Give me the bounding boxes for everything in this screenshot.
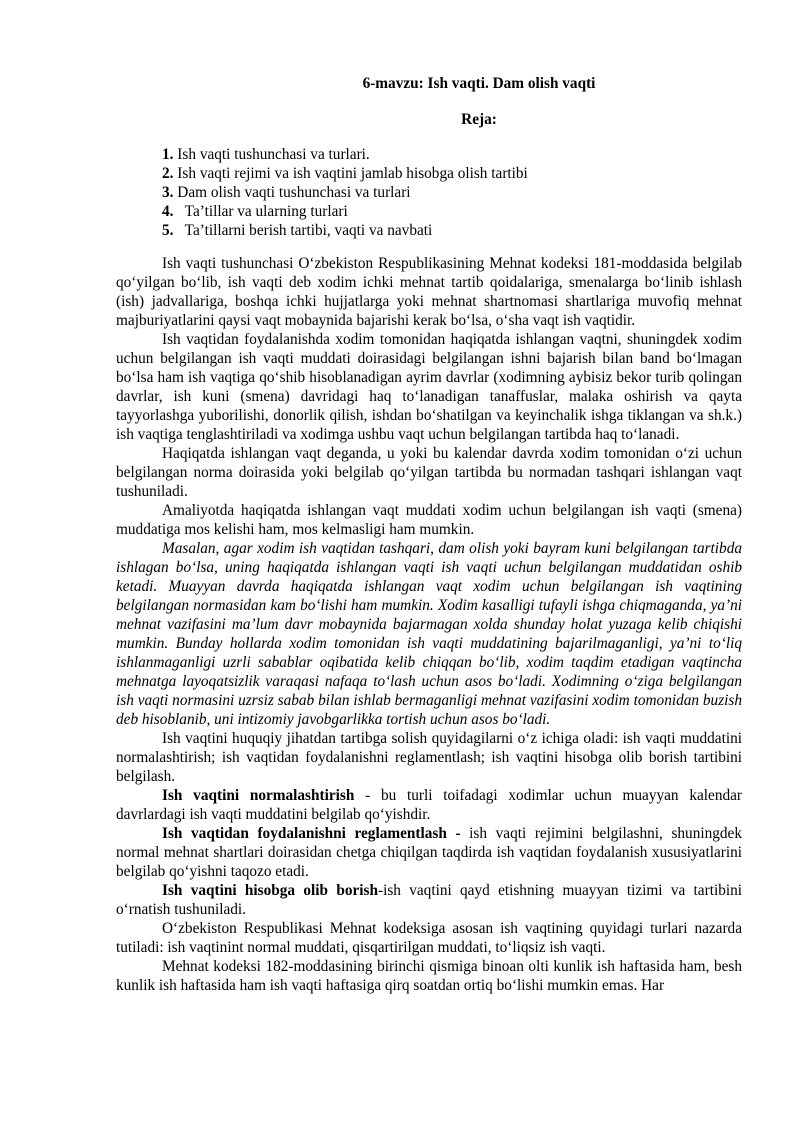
term: Ish vaqtini hisobga olib borish (162, 882, 378, 899)
paragraph: Amaliyotda haqiqatda ishlangan vaqt muddati xodim uchun belgilangan ish vaqti (smena) muddatiga mos kelishi ham, mos kelmasligi ham mumkin. (116, 502, 742, 538)
plan-heading: Reja: (461, 111, 497, 128)
paragraph: Haqiqatda ishlangan vaqt deganda, u yoki bu kalendar davrda xodim tomonidan o‘zi uchun belgilangan norma doirasida yoki belgilab qo‘yilgan tartibda bu normadan tashqari ishlangan vaqt tushuniladi. (116, 445, 742, 500)
definition-paragraph: Ish vaqtini hisobga olib borish-ish vaqtini qayd etishning muayyan tizimi va tartibini o‘rnatish tushuniladi. (116, 882, 742, 918)
definition-paragraph: Ish vaqtidan foydalanishni reglamentlash - ish vaqti rejimini belgilashni, shuningdek normal mehnat shartlari doirasidan chetga chiqilgan taqdirda ish vaqtidan foydalanish xususiyatlarini belgilab qo‘yishni taqozo etadi. (116, 825, 742, 880)
example-paragraph: Masalan, agar xodim ish vaqtidan tashqari, dam olish yoki bayram kuni belgilangan tartibda ishlagan bo‘lsa, uning haqiqatda ishlangan vaqti ish vaqti uchun belgilangan muddatidan oshib ketadi. Muayyan davrda haqiqatda ishlangan vaqt xodim uchun belgilangan ish vaqtining belgilangan normasidan kam bo‘lishi ham mumkin. Xodim kasalligi tufayli ishga chiqmaganda, ya’ni mehnat vazifasini ma’lum davr mobaynida bajarmagan xolda shunday holat yuzaga kelib chiqishi mumkin. Bunday hollarda xodim tomonidan ish vaqti muddatining bajarilmaganligi, ya’ni to‘liq ishlanmaganligi uzrli sabablar oqibatida kelib chiqqan bo‘lib, xodim taqdim etadigan vaqtincha mehnatga layoqatsizlik varaqasi nafaqa to‘lash uchun asos bo‘ladi. Xodimning o‘ziga belgilangan ish vaqti normasini uzrsiz sabab bilan ishlab bermaganligi mehnat vazifasini xodim tomonidan buzish deb hisoblanib, uni intizomiy javobgarlikka tortish uchun asos bo‘ladi. (116, 540, 742, 728)
paragraph: Ish vaqtidan foydalanishda xodim tomonidan haqiqatda ishlangan vaqtni, shuningdek xodim uchun belgilangan ish vaqti muddati doirasidagi belgilangan ishni bajarish bilan band bo‘lmagan bo‘lsa ham ish vaqtiga qo‘shib hisoblanadigan ayrim davrlar (xodimning aybisiz bekor turib qolingan davrlar, ish kuni (smena) davridagi haq to‘lanadigan tanaffuslar, malaka oshirish va qayta tayyorlashga yuborilishi, donorlik qilish, ishdan bo‘shatilgan va keyinchalik ishga tiklangan va sh.k.) ish vaqtiga tenglashtiriladi va xodimga ushbu vaqt uchun belgilangan tartibda haq to‘lanadi. (116, 331, 742, 443)
plan-list (162, 145, 742, 240)
document-title: 6-mavzu: Ish vaqti. Dam olish vaqti (362, 75, 596, 92)
plan-item: 2. Ish vaqti rejimi va ish vaqtini jamlab hisobga olish tartibi (162, 165, 528, 182)
plan-item: 3. Dam olish vaqti tushunchasi va turlari (162, 184, 411, 201)
paragraph: O‘zbekiston Respublikasi Mehnat kodeksiga asosan ish vaqtining quyidagi turlari nazarda tutiladi: ish vaqtinint normal muddati, qisqartirilgan muddati, to‘liqsiz ish vaqti. (116, 920, 742, 956)
term: Ish vaqtidan foydalanishni reglamentlash - (162, 825, 461, 842)
plan-item: 5. Ta’tillarni berish tartibi, vaqti va navbati (162, 222, 433, 239)
paragraph: Ish vaqtini huquqiy jihatdan tartibga solish quyidagilarni o‘z ichiga oladi: ish vaqti muddatini normalashtirish; ish vaqtidan foydalanishni reglamentlash; ish vaqtini hisobga olib borish tartibini belgilash. (116, 730, 742, 785)
paragraph: Mehnat kodeksi 182-moddasining birinchi qismiga binoan olti kunlik ish haftasida ham, besh kunlik ish haftasida ham ish vaqti haftasiga qirq soatdan ortiq bo‘lishi mumkin emas. Har (116, 958, 742, 994)
document-body (116, 254, 742, 995)
term: Ish vaqtini normalashtirish (162, 787, 355, 804)
definition-paragraph: Ish vaqtini normalashtirish - bu turli toifadagi xodimlar uchun muayyan kalendar davrlardagi ish vaqti muddatini belgilab qo‘yishdir. (116, 787, 742, 823)
plan-item: 4. Ta’tillar va ularning turlari (162, 203, 348, 220)
plan-item: 1. Ish vaqti tushunchasi va turlari. (162, 146, 370, 163)
paragraph: Ish vaqti tushunchasi O‘zbekiston Respublikasining Mehnat kodeksi 181-moddasida belgilab qo‘yilgan bo‘lib, ish vaqti deb xodim ichki mehnat tartib qoidalariga, smenalarga bo‘linib ishlash (ish) jadvallariga, boshqa ichki hujjatlarga yoki mehnat shartnomasi shartlariga muvofiq mehnat majburiyatlarini qaysi vaqt mobaynida bajarishi kerak bo‘lsa, o‘sha vaqt ish vaqtidir. (116, 255, 742, 329)
